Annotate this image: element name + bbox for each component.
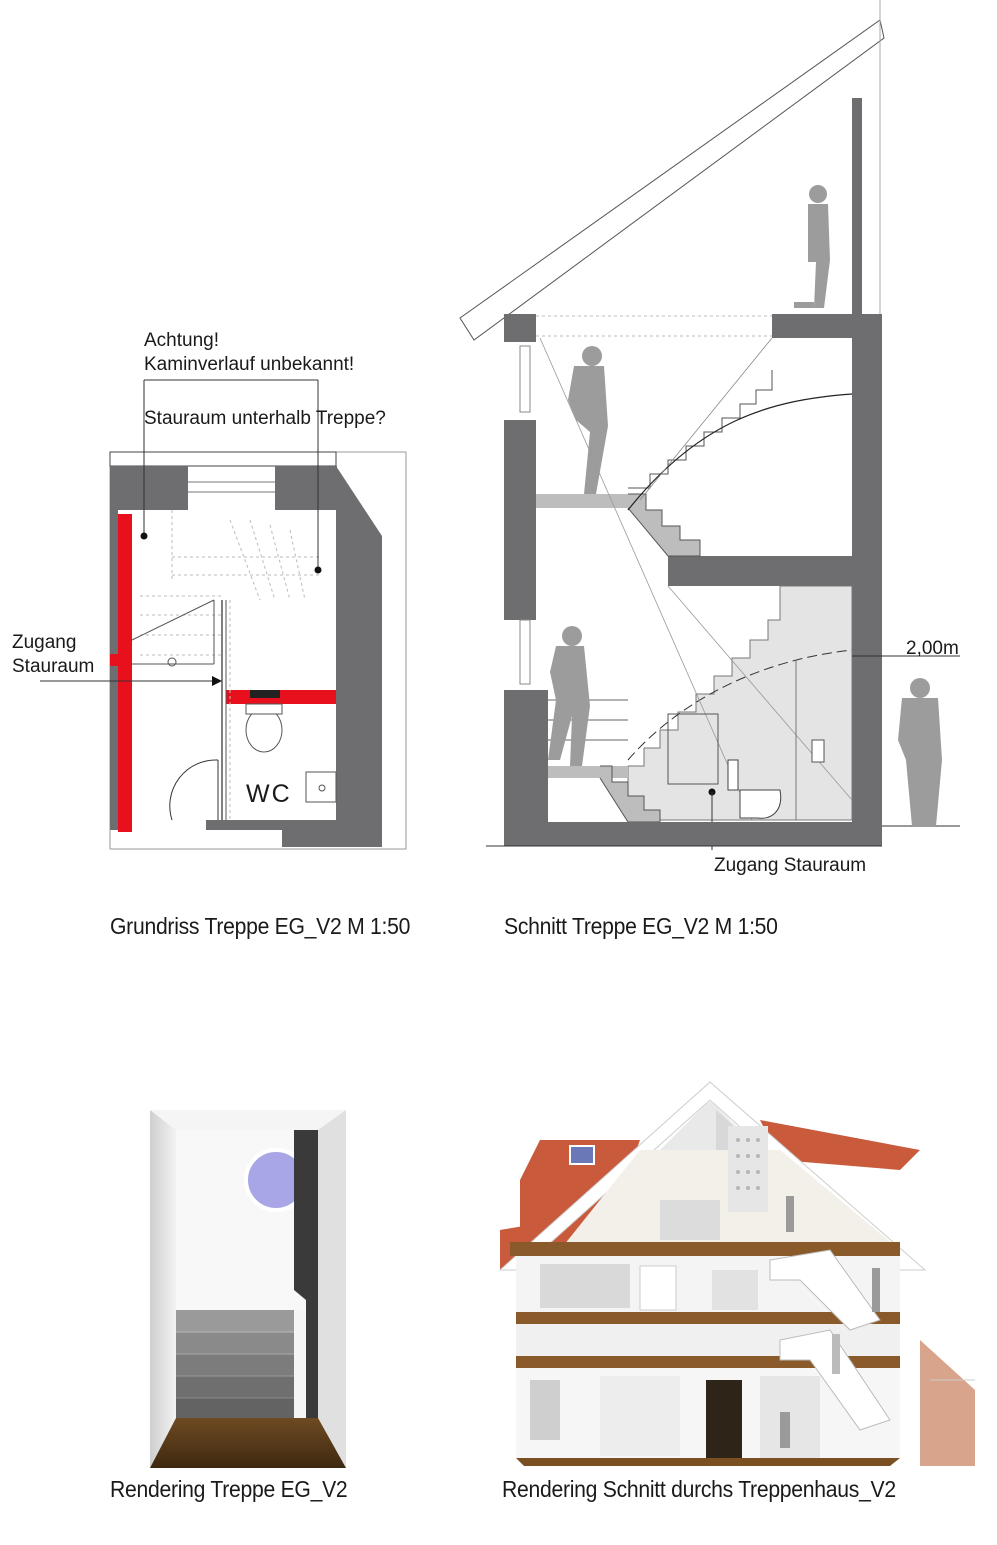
height-label: 2,00m [906, 638, 959, 659]
section-caption: Schnitt Treppe EG_V2 M 1:50 [504, 913, 778, 939]
note-line-2: Kaminverlauf unbekannt! [144, 354, 355, 375]
access-label-1: Zugang [12, 632, 77, 653]
wc-label: WC [246, 780, 292, 808]
house-cut-caption: Rendering Schnitt durchs Treppenhaus_V2 [502, 1476, 896, 1502]
section-access-label: Zugang Stauraum [714, 855, 867, 876]
plan-caption: Grundriss Treppe EG_V2 M 1:50 [110, 913, 411, 939]
stair-rendering-caption: Rendering Treppe EG_V2 [110, 1476, 348, 1502]
note-line-3: Stauraum unterhalb Treppe? [144, 408, 386, 429]
note-line-1: Achtung! [144, 330, 219, 351]
access-label-2: Stauraum [12, 656, 95, 677]
